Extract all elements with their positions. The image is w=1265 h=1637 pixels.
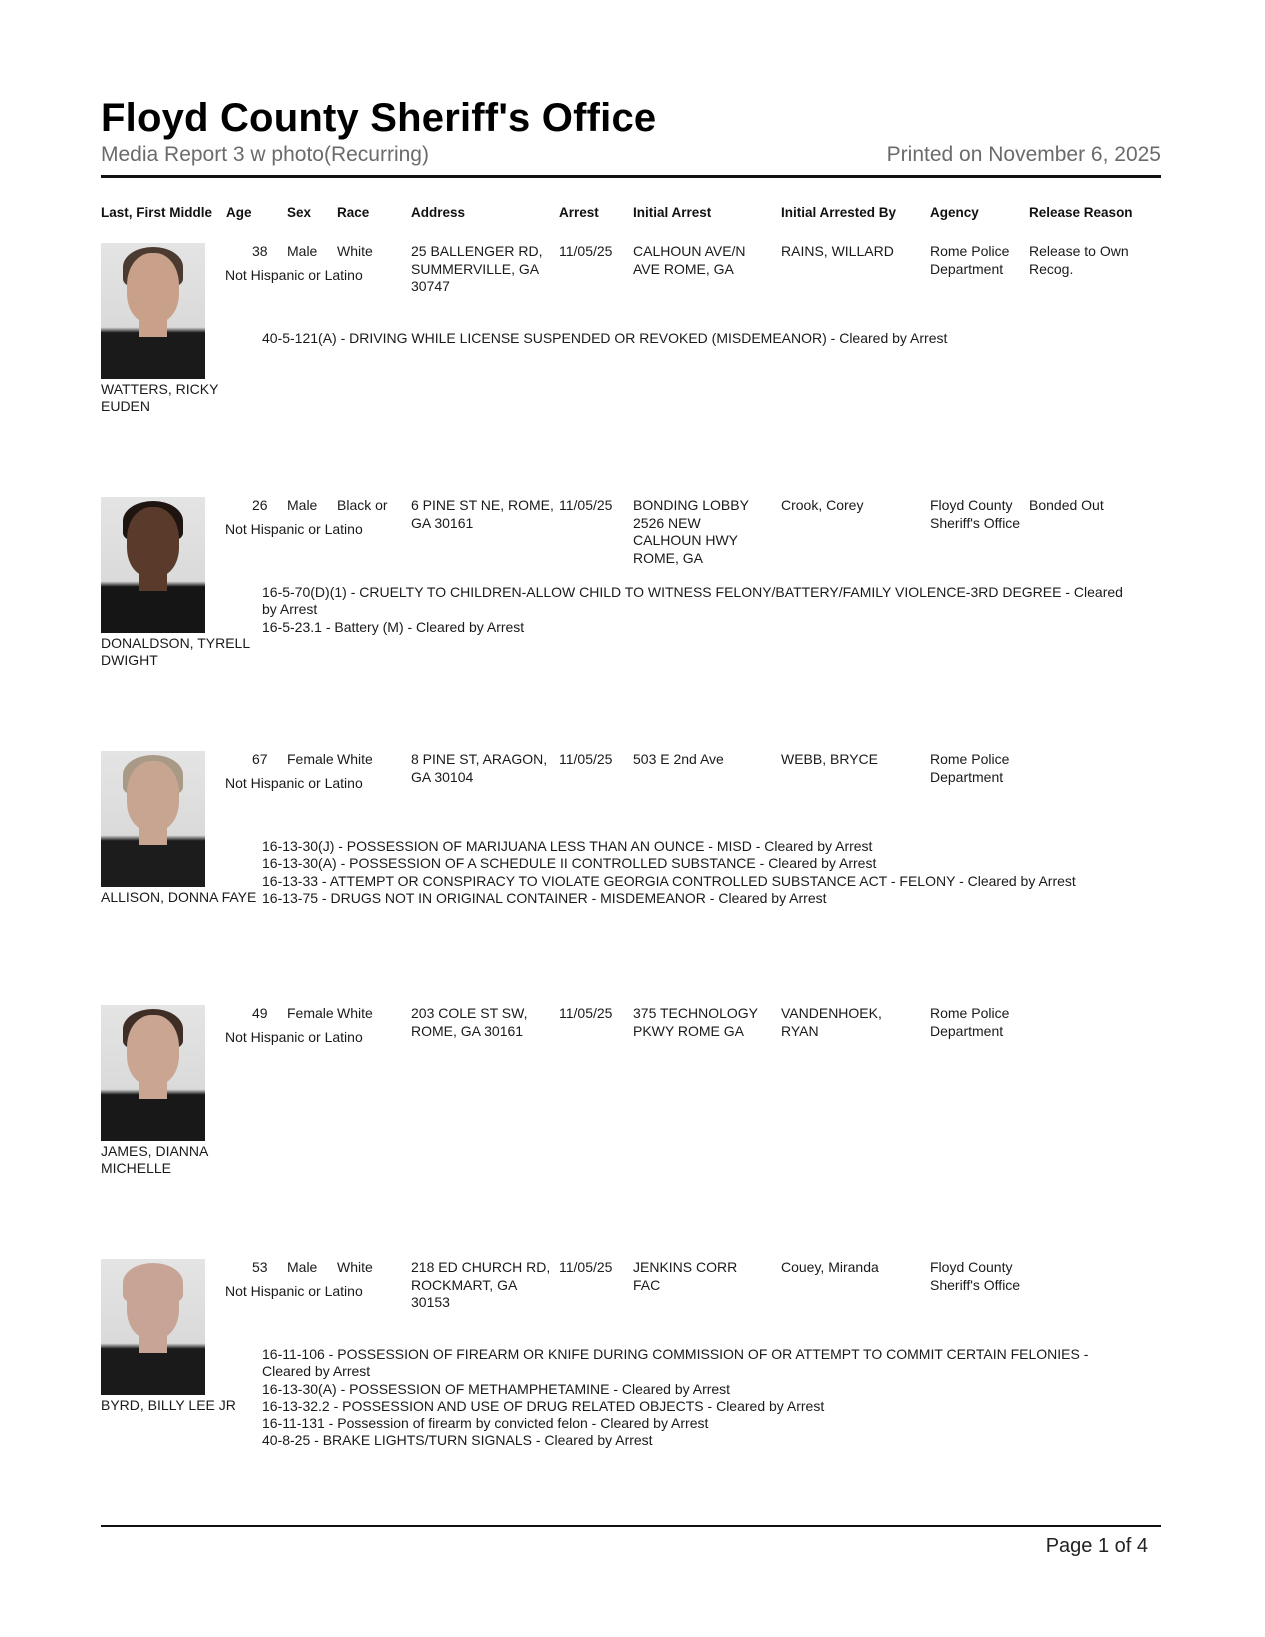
initial-arrest-location: JENKINS CORR FAC [633,1259,738,1293]
arrest-date: 11/05/25 [559,497,613,513]
address: 25 BALLENGER RD, SUMMERVILLE, GA 30747 [411,243,543,294]
charge-item: 16-13-33 - ATTEMPT OR CONSPIRACY TO VIOLATE GEORGIA CONTROLLED SUBSTANCE ACT - FELONY - Cleared by Arrest [262,872,1076,889]
header-divider [101,175,1161,178]
arrest-date: 11/05/25 [559,751,613,767]
address: 6 PINE ST NE, ROME, GA 30161 [411,497,554,531]
agency: Floyd County Sheriff's Office [930,1259,1021,1293]
age: 26 [252,497,268,513]
charge-item: 16-13-32.2 - POSSESSION AND USE OF DRUG RELATED OBJECTS - Cleared by Arrest [262,1397,825,1414]
arrest-record [0,1005,1265,1255]
arrest-record [0,751,1265,1001]
sex: Female [287,751,334,767]
column-header-address: Address [411,205,466,220]
initial-arrest-location: CALHOUN AVE/N AVE ROME, GA [633,243,746,277]
charge-item: 16-13-30(J) - POSSESSION OF MARIJUANA LESS THAN AN OUNCE - MISD - Cleared by Arrest [262,838,873,854]
mugshot-photo [101,1259,205,1395]
initial-arrested-by: VANDENHOEK, RYAN [781,1005,882,1039]
charge-item: 16-13-30(A) - POSSESSION OF METHAMPHETAMINE - Cleared by Arrest [262,1380,731,1397]
charge-item: 16-5-23.1 - Battery (M) - Cleared by Arrest [262,618,525,635]
age: 49 [252,1005,268,1021]
charges-list [262,330,1132,347]
ethnicity: Not Hispanic or Latino [225,521,363,537]
column-header-initial-arrest: Initial Arrest [633,205,712,220]
photo-face [127,761,179,831]
race: White [337,1259,373,1275]
address: 203 COLE ST SW, ROME, GA 30161 [411,1005,528,1039]
race: White [337,1005,373,1021]
inmate-name: BYRD, BILLY LEE JR [101,1397,236,1413]
agency: Floyd County Sheriff's Office [930,497,1021,531]
column-header-race: Race [337,205,370,220]
page-number: Page 1 of 4 [1045,1535,1148,1557]
arrest-date: 11/05/25 [559,1005,613,1021]
printed-date: Printed on November 6, 2025 [886,143,1161,166]
inmate-name: ALLISON, DONNA FAYE [101,889,257,905]
address: 218 ED CHURCH RD, ROCKMART, GA 30153 [411,1259,551,1310]
charge-item: 40-8-25 - BRAKE LIGHTS/TURN SIGNALS - Cleared by Arrest [262,1432,653,1449]
sex: Female [287,1005,334,1021]
charge-item: 16-13-30(A) - POSSESSION OF A SCHEDULE II CONTROLLED SUBSTANCE - Cleared by Arrest [262,855,877,872]
inmate-name: WATTERS, RICKY EUDEN [101,381,219,414]
sex: Male [287,243,318,259]
age: 38 [252,243,268,259]
arrest-date: 11/05/25 [559,1259,613,1275]
column-header-release-reason: Release Reason [1029,205,1133,220]
mugshot-photo [101,243,205,379]
column-header-arrest: Arrest [559,205,599,220]
ethnicity: Not Hispanic or Latino [225,1029,363,1045]
column-header-initial-arrested-by: Initial Arrested By [781,205,897,220]
charge-item: 16-13-75 - DRUGS NOT IN ORIGINAL CONTAINER - MISDEMEANOR - Cleared by Arrest [262,889,827,906]
initial-arrested-by: RAINS, WILLARD [781,243,894,259]
photo-neck [139,1331,167,1353]
initial-arrested-by: Couey, Miranda [781,1259,879,1275]
photo-face [127,507,179,577]
agency: Rome Police Department [930,1005,1010,1039]
photo-face [127,1269,179,1339]
photo-face [127,1015,179,1085]
ethnicity: Not Hispanic or Latino [225,775,363,791]
charges-list [262,584,1132,636]
charge-item: 40-5-121(A) - DRIVING WHILE LICENSE SUSPENDED OR REVOKED (MISDEMEANOR) - Cleared by Arrest [262,330,948,346]
report-title: Floyd County Sheriff's Office [101,96,657,140]
photo-neck [139,315,167,337]
column-header-sex: Sex [287,205,312,220]
photo-neck [139,1077,167,1099]
charges-list [262,1346,1132,1450]
initial-arrest-location: BONDING LOBBY 2526 NEW CALHOUN HWY ROME, GA [633,497,749,566]
inmate-name: JAMES, DIANNA MICHELLE [101,1143,208,1176]
arrest-record [0,1259,1265,1509]
initial-arrested-by: Crook, Corey [781,497,864,513]
mugshot-photo [101,497,205,633]
column-header-agency: Agency [930,205,979,220]
address: 8 PINE ST, ARAGON, GA 30104 [411,751,548,785]
sex: Male [287,1259,318,1275]
agency: Rome Police Department [930,751,1010,785]
footer-divider [101,1525,1161,1527]
mugshot-photo [101,751,205,887]
column-header-name: Last, First Middle [101,205,213,220]
initial-arrest-location: 375 TECHNOLOGY PKWY ROME GA [633,1005,758,1039]
race: White [337,243,373,259]
release-reason: Release to Own Recog. [1029,243,1129,277]
photo-neck [139,569,167,591]
column-header-age: Age [226,205,252,220]
ethnicity: Not Hispanic or Latino [225,267,363,283]
release-reason: Bonded Out [1029,497,1104,513]
agency: Rome Police Department [930,243,1010,277]
arrest-date: 11/05/25 [559,243,613,259]
photo-neck [139,823,167,845]
inmate-name: DONALDSON, TYRELL DWIGHT [101,635,250,668]
ethnicity: Not Hispanic or Latino [225,1283,363,1299]
sex: Male [287,497,318,513]
race: Black or [337,497,388,513]
initial-arrest-location: 503 E 2nd Ave [633,751,724,767]
mugshot-photo [101,1005,205,1141]
report-subtitle: Media Report 3 w photo(Recurring) [101,143,429,166]
initial-arrested-by: WEBB, BRYCE [781,751,878,767]
charge-item: 16-11-131 - Possession of firearm by convicted felon - Cleared by Arrest [262,1415,709,1432]
photo-face [127,253,179,323]
age: 53 [252,1259,268,1275]
age: 67 [252,751,268,767]
charge-item: 16-5-70(D)(1) - CRUELTY TO CHILDREN-ALLOW CHILD TO WITNESS FELONY/BATTERY/FAMILY VIOLENCE-3RD DEGREE - Cleared by Arrest [262,584,1127,618]
arrest-record [0,243,1265,493]
charges-list [262,838,1132,907]
arrest-record [0,497,1265,747]
charge-item: 16-11-106 - POSSESSION OF FIREARM OR KNIFE DURING COMMISSION OF OR ATTEMPT TO COMMIT CERTAIN FELONIES - Cleared by Arrest [262,1346,1093,1380]
race: White [337,751,373,767]
